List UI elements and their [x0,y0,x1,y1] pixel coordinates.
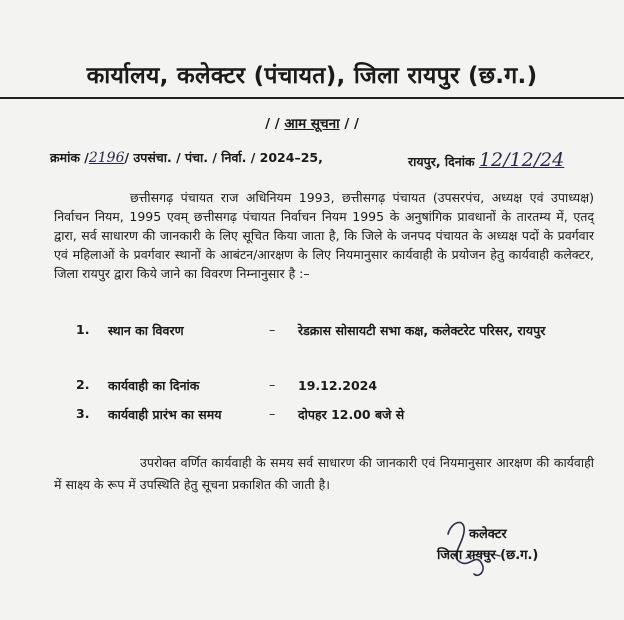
item-label: कार्यवाही प्रारंभ का समय [108,407,222,422]
signature-title: कलेक्टर [469,527,507,542]
body-paragraph-text: छत्तीसगढ़ पंचायत राज अधिनियम 1993, छत्तीसगढ़ पंचायत (उपसरपंच, अध्यक्ष एवं उपाध्यक्ष) निर्वाचन नियम, 1995 एवम् छत्तीसगढ़ पंचायत निर्वाचन नियम 1995 के अनुषांगिक प्रावधानों के तारतम्य में, एतद् द्वारा, सर्व साधारण की जानकारी के लिए सूचित किया जाता है, कि जिले के जनपद पंचायत के अध्यक्ष पदों के प्रवर्गवार एवं महिलाओं के प्रवर्गवार स्थानों के आबंटन/आरक्षण के लिए नियमानुसार कार्यवाही के प्रयोजन हेतु कार्यवाही कलेक्टर, जिला रायपुर द्वारा किये जाने का विवरण निम्नानुसार है :– [54,190,594,281]
reference-handwritten-number: 2196 [88,150,125,166]
item-value: रेडक्रास सोसायटी सभा कक्ष, कलेक्टरेट परिसर, रायपुर [298,323,546,338]
closing-paragraph [54,452,594,496]
office-header: कार्यालय, कलेक्टर (पंचायत), जिला रायपुर (छ.ग.) [86,63,538,89]
item-number: 1. [76,322,90,337]
handwritten-date: 12/12/24 [478,149,565,171]
notice-prefix: / / [265,116,280,132]
item-label: स्थान का विवरण [108,323,184,338]
body-paragraph [54,188,594,283]
item-label: कार्यवाही का दिनांक [108,378,200,393]
place-date [408,149,564,171]
item-dash: – [269,322,276,337]
notice-suffix: / / [344,116,359,132]
item-dash: – [269,377,276,392]
signature-district: जिला रायपुर (छ.ग.) [437,548,539,563]
item-number: 2. [76,377,90,392]
notice-title: आम सूचना [284,116,340,132]
header-divider [0,97,624,99]
item-value: 19.12.2024 [298,378,378,393]
place-date-label: रायपुर, दिनांक [408,154,475,169]
item-value: दोपहर 12.00 बजे से [298,407,405,422]
closing-paragraph-text: उपरोक्त वर्णित कार्यवाही के समय सर्व साधारण की जानकारी एवं नियमानुसार आरक्षण की कार्यवाही में साक्ष्य के रूप में उपस्थिति हेतु सूचना प्रकाशित की जाती है। [54,455,594,492]
reference-rest: / उपसंचा. / पंचा. / निर्वा. / 2024–25, [124,150,323,165]
reference-prefix: क्रमांक / [50,150,89,165]
notice-heading [0,114,624,132]
reference-number [50,149,323,166]
item-number: 3. [76,406,90,421]
item-dash: – [269,406,276,421]
